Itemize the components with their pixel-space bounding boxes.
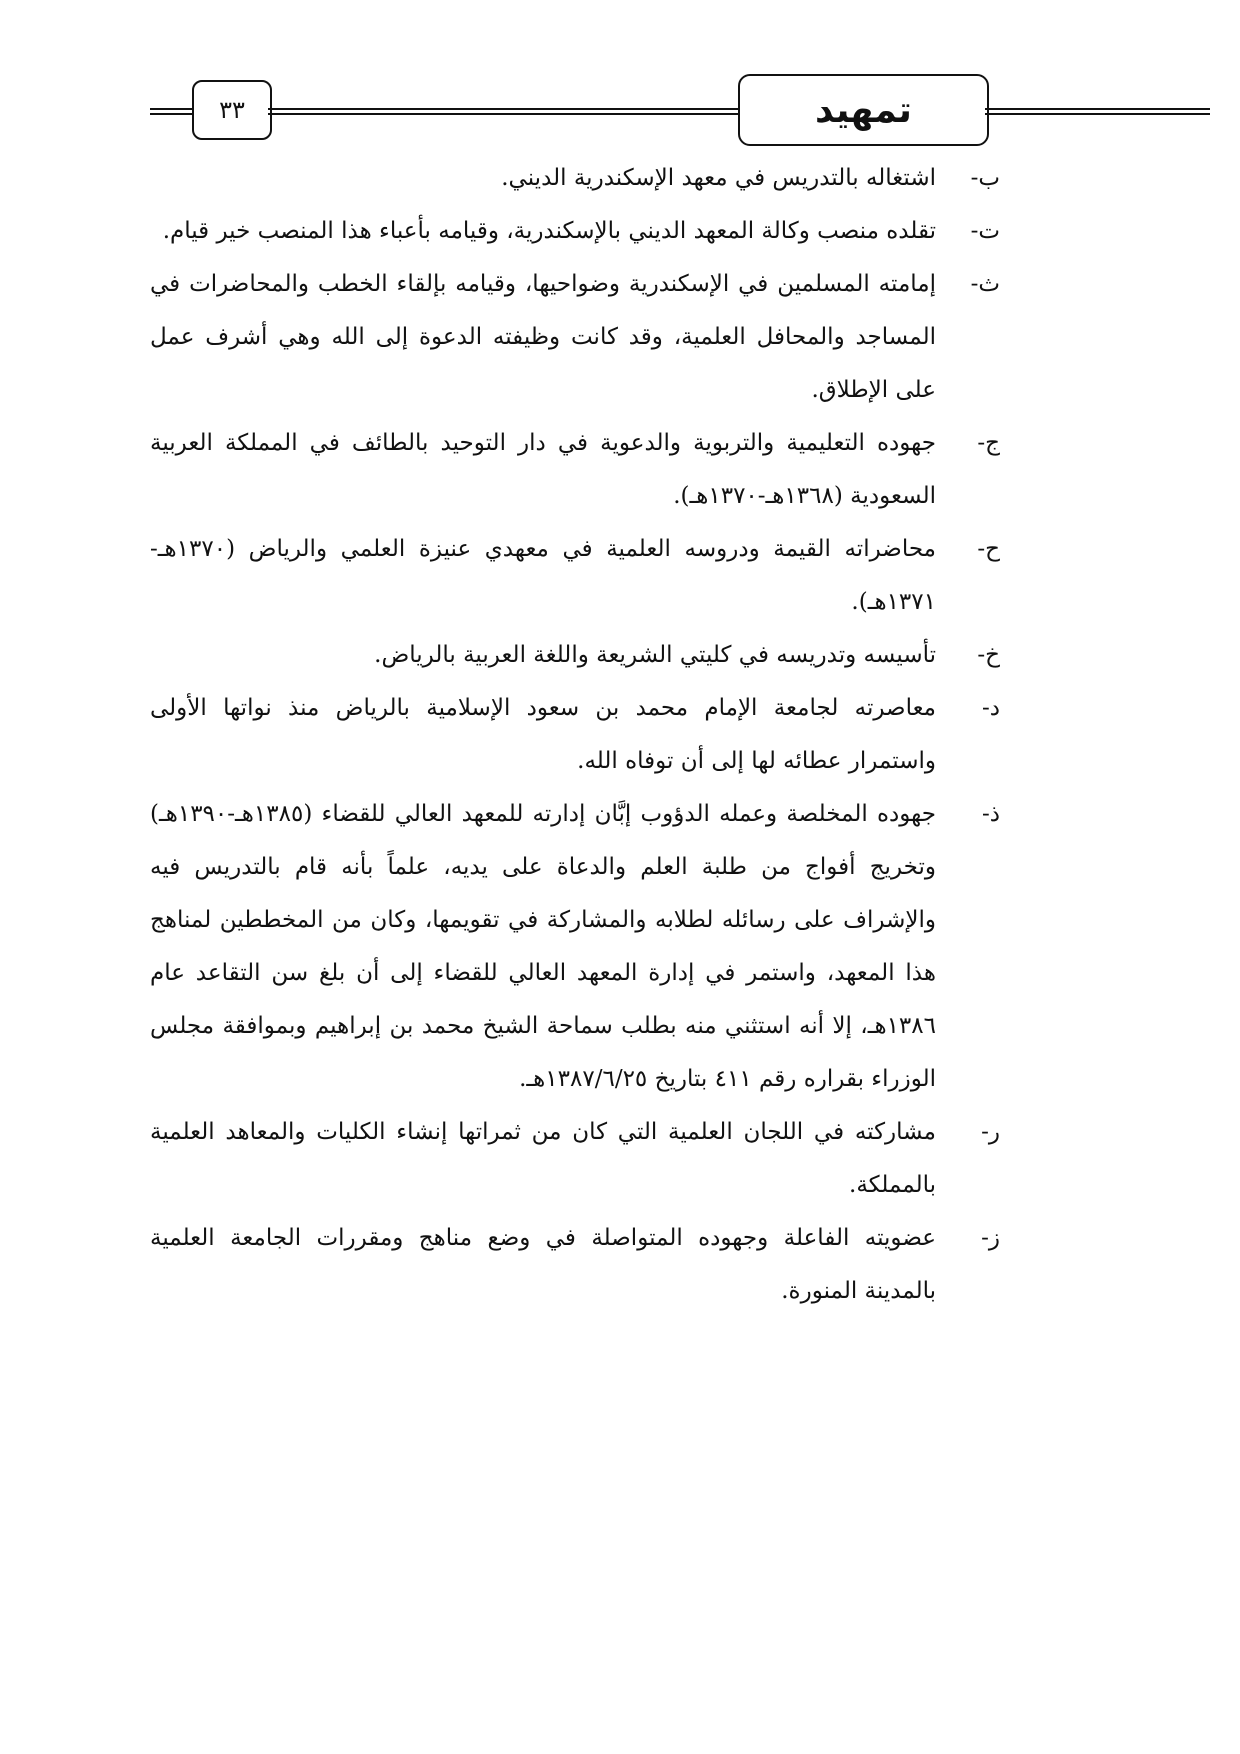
item-marker: ز- bbox=[981, 1225, 1000, 1251]
page-number-box bbox=[192, 80, 272, 140]
item-text: مشاركته في اللجان العلمية التي كان من ثمراتها إنشاء الكليات والمعاهد العلمية بالمملكة. bbox=[150, 1119, 936, 1198]
list-item bbox=[150, 788, 1000, 1106]
item-marker: ر- bbox=[981, 1119, 1000, 1145]
item-text: تأسيسه وتدريسه في كليتي الشريعة واللغة العربية بالرياض. bbox=[374, 642, 936, 668]
chapter-title: تمهيد bbox=[815, 89, 912, 131]
item-text: تقلده منصب وكالة المعهد الديني بالإسكندرية، وقيامه بأعباء هذا المنصب خير قيام. bbox=[162, 218, 936, 244]
header-rule-right bbox=[985, 108, 1210, 115]
list-item bbox=[150, 682, 1000, 788]
list-item bbox=[150, 258, 1000, 417]
item-text: جهوده المخلصة وعمله الدؤوب إبَّان إدارته للمعهد العالي للقضاء (١٣٨٥هـ-١٣٩٠هـ) وتخريج أفواج من طلبة العلم والدعاة على يديه، علماً بأنه قام بالتدريس فيه والإشراف على رسائله لطلابه والمشاركة في تقويمها، وكان من المخططين لمناهج هذا المعهد، واستمر في إدارة المعهد العالي للقضاء إلى أن بلغ سن التقاعد عام ١٣٨٦هـ، إلا أنه استثني منه بطلب سماحة الشيخ محمد بن إبراهيم وبموافقة مجلس الوزراء بقراره رقم ٤١١ بتاريخ ١٣٨٧/٦/٢٥هـ. bbox=[150, 801, 936, 1092]
item-list bbox=[150, 152, 1000, 1318]
item-text: اشتغاله بالتدريس في معهد الإسكندرية الديني. bbox=[501, 165, 936, 191]
chapter-title-box bbox=[738, 74, 989, 146]
item-text: جهوده التعليمية والتربوية والدعوية في دار التوحيد بالطائف في المملكة العربية السعودية (١٣٦٨هـ-١٣٧٠هـ). bbox=[150, 430, 936, 509]
page-number: ٣٣ bbox=[219, 96, 245, 124]
item-marker: ب- bbox=[970, 165, 1000, 191]
item-marker: خ- bbox=[977, 642, 1000, 668]
item-marker: د- bbox=[981, 695, 1000, 721]
item-text: معاصرته لجامعة الإمام محمد بن سعود الإسلامية بالرياض منذ نواتها الأولى واستمرار عطائه لها إلى أن توفاه الله. bbox=[150, 695, 936, 774]
list-item bbox=[150, 152, 1000, 205]
item-marker: ث- bbox=[970, 271, 1000, 297]
item-marker: ذ- bbox=[981, 801, 1000, 827]
header-rule-middle bbox=[268, 108, 738, 115]
item-marker: ج- bbox=[977, 430, 1000, 456]
list-item bbox=[150, 205, 1000, 258]
page-header bbox=[0, 0, 1240, 160]
header-rule-left bbox=[150, 108, 192, 115]
list-item bbox=[150, 1106, 1000, 1212]
item-text: محاضراته القيمة ودروسه العلمية في معهدي عنيزة العلمي والرياض (١٣٧٠هـ- ١٣٧١هـ). bbox=[150, 536, 936, 615]
item-marker: ت- bbox=[970, 218, 1000, 244]
list-item bbox=[150, 629, 1000, 682]
item-text: إمامته المسلمين في الإسكندرية وضواحيها، وقيامه بإلقاء الخطب والمحاضرات في المساجد والمحافل العلمية، وقد كانت وظيفته الدعوة إلى الله وهي أشرف عمل على الإطلاق. bbox=[150, 271, 936, 403]
item-text: عضويته الفاعلة وجهوده المتواصلة في وضع مناهج ومقررات الجامعة العلمية بالمدينة المنورة. bbox=[150, 1225, 936, 1304]
item-marker: ح- bbox=[977, 536, 1000, 562]
list-item bbox=[150, 523, 1000, 629]
list-item bbox=[150, 1212, 1000, 1318]
list-item bbox=[150, 417, 1000, 523]
